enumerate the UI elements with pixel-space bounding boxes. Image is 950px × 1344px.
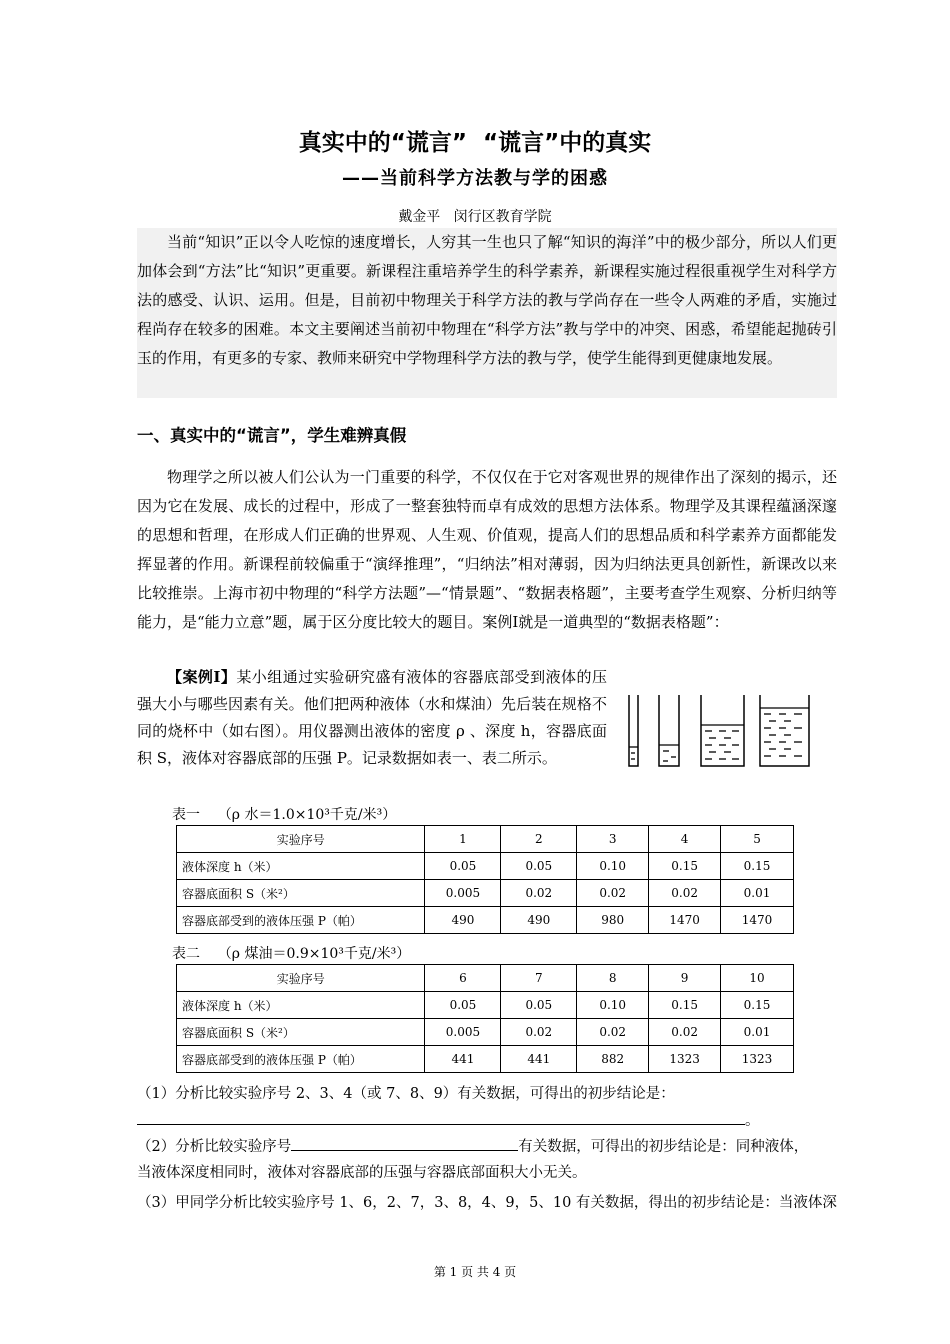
question-1-end: 。 xyxy=(745,1113,760,1129)
article-title: 真实中的“谎言” “谎言”中的真实 xyxy=(298,130,652,156)
liquid-fill xyxy=(629,708,809,761)
table-row xyxy=(177,1046,794,1073)
table-cell: 2 xyxy=(501,826,577,853)
beaker-1 xyxy=(629,695,638,766)
table-cell: 0.05 xyxy=(425,992,501,1019)
table-cell: 490 xyxy=(425,907,501,934)
table-cell: 441 xyxy=(501,1046,577,1073)
table-cell: 490 xyxy=(501,907,577,934)
table-cell: 8 xyxy=(577,965,649,992)
question-1-answer xyxy=(137,1108,760,1134)
beakers-figure xyxy=(624,690,834,770)
table2 xyxy=(176,964,794,1073)
row-label: 容器底面积 S（米²） xyxy=(177,1019,425,1046)
table-header-row xyxy=(177,826,794,853)
table-row xyxy=(177,907,794,934)
table-row xyxy=(177,1019,794,1046)
table1 xyxy=(176,825,794,934)
section-paragraph: 物理学之所以被人们公认为一门重要的科学，不仅仅在于它对客观世界的规律作出了深刻的揭示，还因为它在发展、成长的过程中，形成了一整套独特而卓有成效的思想方法体系。物理学及其课程蕴涵深邃的思想和哲理，在形成人们正确的世界观、人生观、价值观，提高人们的思想品质和科学素养方面都能发挥显著的作用。新课程前较偏重于“演绎推理”，“归纳法”相对薄弱，因为归纳法更具创新性，新课改以来比较推崇。上海市初中物理的“科学方法题”—“情景题”、“数据表格题”，主要考查学生观察、分析归纳等能力，是“能力立意”题，属于区分度比较大的题目。案例Ⅰ就是一道典型的“数据表格题”： xyxy=(137,468,837,631)
article-subtitle: ——当前科学方法教与学的困惑 xyxy=(342,168,608,189)
table-cell: 4 xyxy=(649,826,721,853)
table-cell: 0.02 xyxy=(501,880,577,907)
table-cell: 1470 xyxy=(649,907,721,934)
answer-blank[interactable] xyxy=(291,1134,518,1151)
question-2 xyxy=(137,1134,808,1160)
beaker-2 xyxy=(659,695,679,766)
answer-blank[interactable] xyxy=(137,1108,745,1125)
section-heading: 一、真实中的“谎言”，学生难辨真假 xyxy=(137,426,407,445)
table-cell: 0.05 xyxy=(501,992,577,1019)
table-cell: 0.02 xyxy=(501,1019,577,1046)
table-cell: 5 xyxy=(721,826,794,853)
table-cell: 0.02 xyxy=(649,1019,721,1046)
table-header-row xyxy=(177,965,794,992)
table-cell: 0.05 xyxy=(425,853,501,880)
question-2-middle: 有关数据，可得出的初步结论是：同种液体， xyxy=(518,1139,809,1155)
table-cell: 1 xyxy=(425,826,501,853)
question-2-start: （2）分析比较实验序号 xyxy=(137,1139,292,1155)
beaker-4 xyxy=(760,695,809,766)
table-row xyxy=(177,853,794,880)
table-cell: 3 xyxy=(577,826,649,853)
row-label: 液体深度 h（米） xyxy=(177,853,425,880)
table-cell: 0.005 xyxy=(425,880,501,907)
table-cell: 1323 xyxy=(721,1046,794,1073)
table-cell: 1470 xyxy=(721,907,794,934)
table-cell: 0.01 xyxy=(721,1019,794,1046)
table-cell: 0.02 xyxy=(577,880,649,907)
question-1: （1）分析比较实验序号 2、3、4（或 7、8、9）有关数据，可得出的初步结论是： xyxy=(137,1086,675,1102)
table-cell: 0.15 xyxy=(721,853,794,880)
section-body xyxy=(137,463,837,637)
table-cell: 0.01 xyxy=(721,880,794,907)
abstract-text: 当前“知识”正以令人吃惊的速度增长，人穷其一生也只了解“知识的海洋”中的极少部分，所以人们更加体会到“方法”比“知识”更重要。新课程注重培养学生的科学素养，新课程实施过程很重视学生对科学方法的感受、认识、运用。但是，目前初中物理关于科学方法的教与学尚存在一些令人两难的矛盾，实施过程尚存在较多的困难。本文主要阐述当前初中物理在“科学方法”教与学中的冲突、困惑，希望能起抛砖引玉的作用，有更多的专家、教师来研究中学物理科学方法的教与学，使学生能得到更健康地发展。 xyxy=(137,233,837,367)
table-cell: 0.05 xyxy=(501,853,577,880)
table-cell: 0.15 xyxy=(649,992,721,1019)
table-cell: 882 xyxy=(577,1046,649,1073)
table-row xyxy=(177,992,794,1019)
author-line: 戴金平 闵行区教育学院 xyxy=(398,209,552,225)
table-cell: 7 xyxy=(501,965,577,992)
page-footer: 第 1 页 共 4 页 xyxy=(433,1265,517,1279)
table-cell: 441 xyxy=(425,1046,501,1073)
table2-caption: 表二 （ρ 煤油＝0.9×10³千克/米³） xyxy=(172,946,411,962)
table-cell: 0.15 xyxy=(649,853,721,880)
case-label: 【案例Ⅰ】 xyxy=(167,668,237,686)
table-cell: 980 xyxy=(577,907,649,934)
table-row xyxy=(177,880,794,907)
case-description xyxy=(137,664,607,772)
table-cell: 0.005 xyxy=(425,1019,501,1046)
table-header-cell: 实验序号 xyxy=(177,965,425,992)
table-cell: 9 xyxy=(649,965,721,992)
table-cell: 0.02 xyxy=(577,1019,649,1046)
question-3: （3）甲同学分析比较实验序号 1、6，2、7，3、8，4、9，5、10 有关数据，得出的初步结论是：当液体深 xyxy=(137,1195,837,1211)
table-cell: 6 xyxy=(425,965,501,992)
row-label: 容器底面积 S（米²） xyxy=(177,880,425,907)
table-cell: 0.02 xyxy=(649,880,721,907)
case-text: 某小组通过实验研究盛有液体的容器底部受到液体的压强大小与哪些因素有关。他们把两种液体（水和煤油）先后装在规格不同的烧杯中（如右图）。用仪器测出液体的密度 ρ 、深度 h，容器底面积 S，液体对容器底部的压强 P。记录数据如表一、表二所示。 xyxy=(137,668,607,767)
table-cell: 0.10 xyxy=(577,853,649,880)
table-cell: 0.10 xyxy=(577,992,649,1019)
abstract-box xyxy=(137,228,837,398)
row-label: 容器底部受到的液体压强 P（帕） xyxy=(177,907,425,934)
table1-caption: 表一 （ρ 水＝1.0×10³千克/米³） xyxy=(172,807,397,823)
row-label: 液体深度 h（米） xyxy=(177,992,425,1019)
row-label: 容器底部受到的液体压强 P（帕） xyxy=(177,1046,425,1073)
table-header-cell: 实验序号 xyxy=(177,826,425,853)
table-cell: 10 xyxy=(721,965,794,992)
table-cell: 0.15 xyxy=(721,992,794,1019)
table-cell: 1323 xyxy=(649,1046,721,1073)
question-2-cont: 当液体深度相同时，液体对容器底部的压强与容器底部面积大小无关。 xyxy=(137,1165,587,1181)
